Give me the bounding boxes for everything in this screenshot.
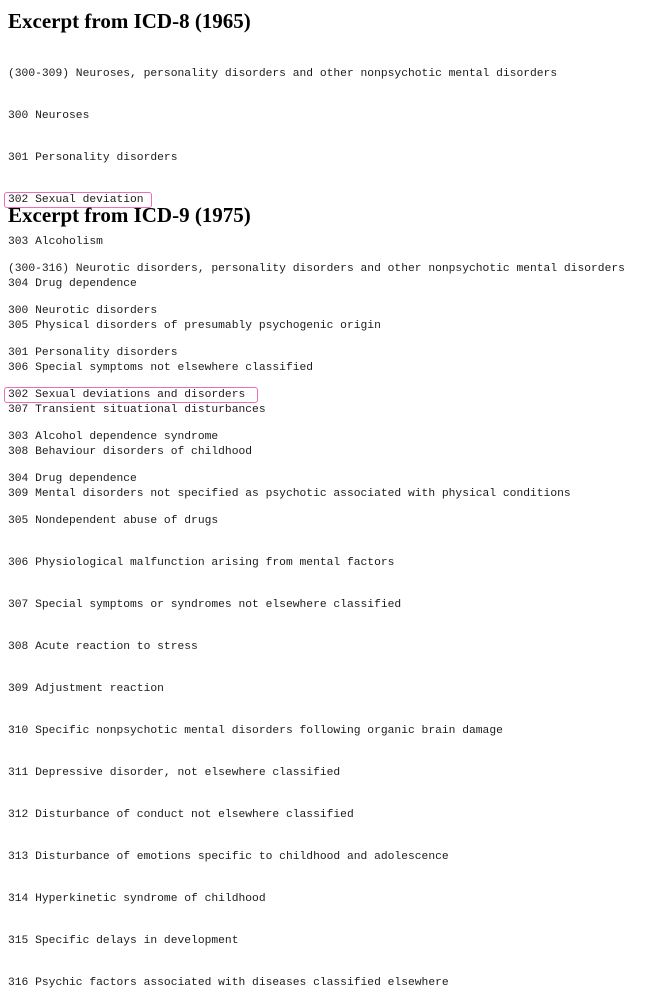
icd9-code-line: 315 Specific delays in development: [8, 935, 239, 947]
icd9-code-line: 304 Drug dependence: [8, 473, 137, 485]
icd9-code-line: 310 Specific nonpsychotic mental disorders following organic brain damage: [8, 725, 503, 737]
icd9-code-line: 309 Adjustment reaction: [8, 683, 164, 695]
icd8-section-header: (300-309) Neuroses, personality disorders and other nonpsychotic mental disorders: [8, 68, 558, 80]
icd9-code-line: 316 Psychic factors associated with diseases classified elsewhere: [8, 977, 449, 989]
icd9-code-list: [8, 234, 625, 994]
icd9-section-header: (300-316) Neurotic disorders, personality disorders and other nonpsychotic mental disorders: [8, 263, 625, 275]
icd9-code-line: 313 Disturbance of emotions specific to childhood and adolescence: [8, 851, 449, 863]
icd9-code-line: 305 Nondependent abuse of drugs: [8, 515, 219, 527]
icd9-highlighted-code-line: 302 Sexual deviations and disorders: [8, 388, 625, 402]
icd8-code-line: 304 Drug dependence: [8, 278, 137, 290]
icd8-code-line: 308 Behaviour disorders of childhood: [8, 446, 253, 458]
icd8-code-line: 301 Personality disorders: [8, 152, 178, 164]
icd8-highlighted-code-line: 302 Sexual deviation: [8, 193, 571, 207]
icd9-code-line: 306 Physiological malfunction arising from mental factors: [8, 557, 395, 569]
icd8-code-line: 309 Mental disorders not specified as psychotic associated with physical conditions: [8, 488, 571, 500]
icd8-code-line: 303 Alcoholism: [8, 236, 103, 248]
icd9-code-line: 300 Neurotic disorders: [8, 305, 158, 317]
icd8-code-line: 306 Special symptoms not elsewhere classified: [8, 362, 314, 374]
icd9-code-line: 301 Personality disorders: [8, 347, 178, 359]
icd9-heading: Excerpt from ICD-9 (1975): [8, 203, 251, 227]
icd9-code-line: 308 Acute reaction to stress: [8, 641, 198, 653]
icd8-code-line: 305 Physical disorders of presumably psychogenic origin: [8, 320, 381, 332]
icd9-code-line: 312 Disturbance of conduct not elsewhere classified: [8, 809, 354, 821]
icd9-code-line: 314 Hyperkinetic syndrome of childhood: [8, 893, 266, 905]
icd9-code-line: 311 Depressive disorder, not elsewhere classified: [8, 767, 341, 779]
icd8-heading: Excerpt from ICD-8 (1965): [8, 9, 251, 33]
icd9-code-line: 307 Special symptoms or syndromes not elsewhere classified: [8, 599, 402, 611]
icd8-code-line: 300 Neuroses: [8, 110, 90, 122]
icd9-code-line: 303 Alcohol dependence syndrome: [8, 431, 219, 443]
icd8-code-line: 307 Transient situational disturbances: [8, 404, 266, 416]
